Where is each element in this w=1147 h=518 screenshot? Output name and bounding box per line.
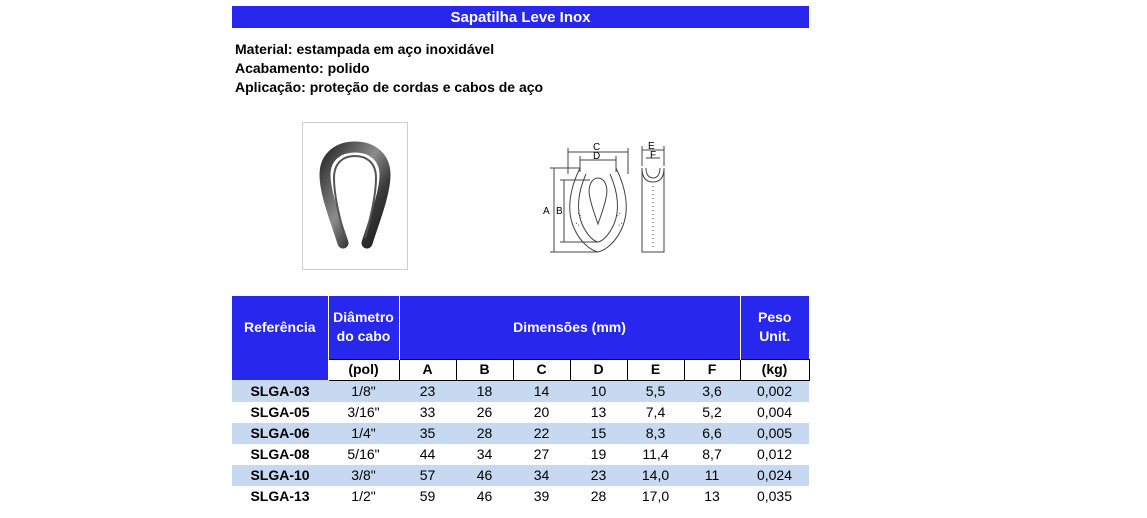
header-weight-line1: Peso bbox=[758, 309, 792, 326]
table-row bbox=[232, 465, 809, 486]
product-photo bbox=[302, 122, 408, 270]
cell-weight: 0,024 bbox=[740, 465, 809, 486]
cell-ref: SLGA-03 bbox=[232, 380, 328, 402]
cell-a: 23 bbox=[399, 380, 456, 402]
cell-weight: 0,035 bbox=[756, 488, 793, 504]
cell-diam: 1/2" bbox=[351, 488, 376, 504]
subheader-b: B bbox=[456, 359, 513, 380]
cell-f: 13 bbox=[704, 488, 720, 504]
cell-b: 28 bbox=[456, 423, 513, 444]
cell-ref: SLGA-05 bbox=[250, 404, 310, 420]
cell-diam: 3/16" bbox=[347, 404, 380, 420]
cell-ref: SLGA-08 bbox=[250, 446, 310, 462]
cell-e: 17,0 bbox=[641, 488, 670, 504]
cell-d: 23 bbox=[570, 465, 627, 486]
dim-label-e: E bbox=[648, 141, 655, 152]
cell-f: 8,7 bbox=[702, 446, 722, 462]
subheader-c: C bbox=[513, 359, 570, 380]
cell-weight: 0,004 bbox=[756, 404, 793, 420]
header-weight bbox=[740, 296, 809, 359]
cell-diam: 1/8" bbox=[328, 380, 399, 402]
cell-a: 35 bbox=[399, 423, 456, 444]
cell-b: 46 bbox=[456, 465, 513, 486]
cell-diam: 5/16" bbox=[347, 446, 380, 462]
header-reference-cont bbox=[232, 359, 328, 380]
dimension-diagram bbox=[540, 138, 700, 260]
cell-c: 34 bbox=[513, 465, 570, 486]
cell-diam: 3/8" bbox=[328, 465, 399, 486]
header-diameter-line2: do cabo bbox=[336, 328, 391, 345]
cell-weight: 0,012 bbox=[756, 446, 793, 462]
cell-e: 7,4 bbox=[645, 404, 666, 420]
cell-ref: SLGA-13 bbox=[250, 488, 310, 504]
specification-table bbox=[232, 296, 810, 507]
cell-b: 26 bbox=[476, 404, 493, 420]
dim-label-b: B bbox=[556, 206, 563, 217]
cell-f: 5,2 bbox=[702, 404, 722, 420]
table-row bbox=[232, 444, 809, 465]
cell-e: 14,0 bbox=[627, 465, 684, 486]
subheader-f: F bbox=[684, 359, 740, 380]
cell-weight: 0,005 bbox=[740, 423, 809, 444]
cell-b: 34 bbox=[476, 446, 493, 462]
cell-d: 19 bbox=[590, 446, 607, 462]
cell-diam: 1/4" bbox=[328, 423, 399, 444]
spec-finish: Acabamento: polido bbox=[235, 60, 370, 76]
cell-b: 18 bbox=[456, 380, 513, 402]
subheader-diameter-unit: (pol) bbox=[328, 359, 399, 380]
header-weight-line2: Unit. bbox=[759, 328, 791, 345]
header-diameter-line1: Diâmetro bbox=[333, 309, 394, 326]
table-row bbox=[232, 402, 809, 423]
spec-material: Material: estampada em aço inoxidável bbox=[235, 41, 495, 57]
cell-c: 39 bbox=[533, 488, 550, 504]
subheader-e: E bbox=[627, 359, 684, 380]
page-title: Sapatilha Leve Inox bbox=[232, 6, 809, 28]
cell-weight: 0,002 bbox=[740, 380, 809, 402]
product-specs bbox=[235, 40, 543, 97]
cell-f: 6,6 bbox=[684, 423, 740, 444]
thimble-photo-icon bbox=[303, 123, 407, 269]
subheader-weight-unit: (kg) bbox=[740, 359, 809, 380]
header-reference: Referência bbox=[232, 296, 328, 359]
cell-ref: SLGA-10 bbox=[232, 465, 328, 486]
table-row bbox=[232, 423, 809, 444]
cell-c: 22 bbox=[513, 423, 570, 444]
spec-application: Aplicação: proteção de cordas e cabos de aço bbox=[235, 79, 544, 95]
header-diameter bbox=[328, 296, 399, 359]
cell-c: 20 bbox=[533, 404, 550, 420]
cell-d: 28 bbox=[590, 488, 607, 504]
cell-f: 3,6 bbox=[684, 380, 740, 402]
cell-c: 14 bbox=[513, 380, 570, 402]
dim-label-a: A bbox=[543, 206, 550, 217]
cell-a: 59 bbox=[419, 488, 436, 504]
subheader-d: D bbox=[570, 359, 627, 380]
dim-label-c: C bbox=[593, 142, 601, 153]
cell-a: 57 bbox=[399, 465, 456, 486]
cell-a: 44 bbox=[419, 446, 436, 462]
cell-a: 33 bbox=[419, 404, 436, 420]
table-row bbox=[232, 380, 809, 402]
table-row bbox=[232, 486, 809, 507]
cell-c: 27 bbox=[533, 446, 550, 462]
cell-e: 5,5 bbox=[627, 380, 684, 402]
cell-d: 15 bbox=[570, 423, 627, 444]
dim-label-f: F bbox=[650, 150, 657, 161]
cell-e: 8,3 bbox=[627, 423, 684, 444]
cell-f: 11 bbox=[684, 465, 740, 486]
cell-ref: SLGA-06 bbox=[232, 423, 328, 444]
cell-e: 11,4 bbox=[642, 446, 669, 462]
cell-d: 10 bbox=[570, 380, 627, 402]
cell-b: 46 bbox=[476, 488, 493, 504]
subheader-a: A bbox=[399, 359, 456, 380]
dim-label-d: D bbox=[593, 151, 601, 162]
header-dimensions: Dimensões (mm) bbox=[399, 296, 740, 359]
cell-d: 13 bbox=[590, 404, 607, 420]
